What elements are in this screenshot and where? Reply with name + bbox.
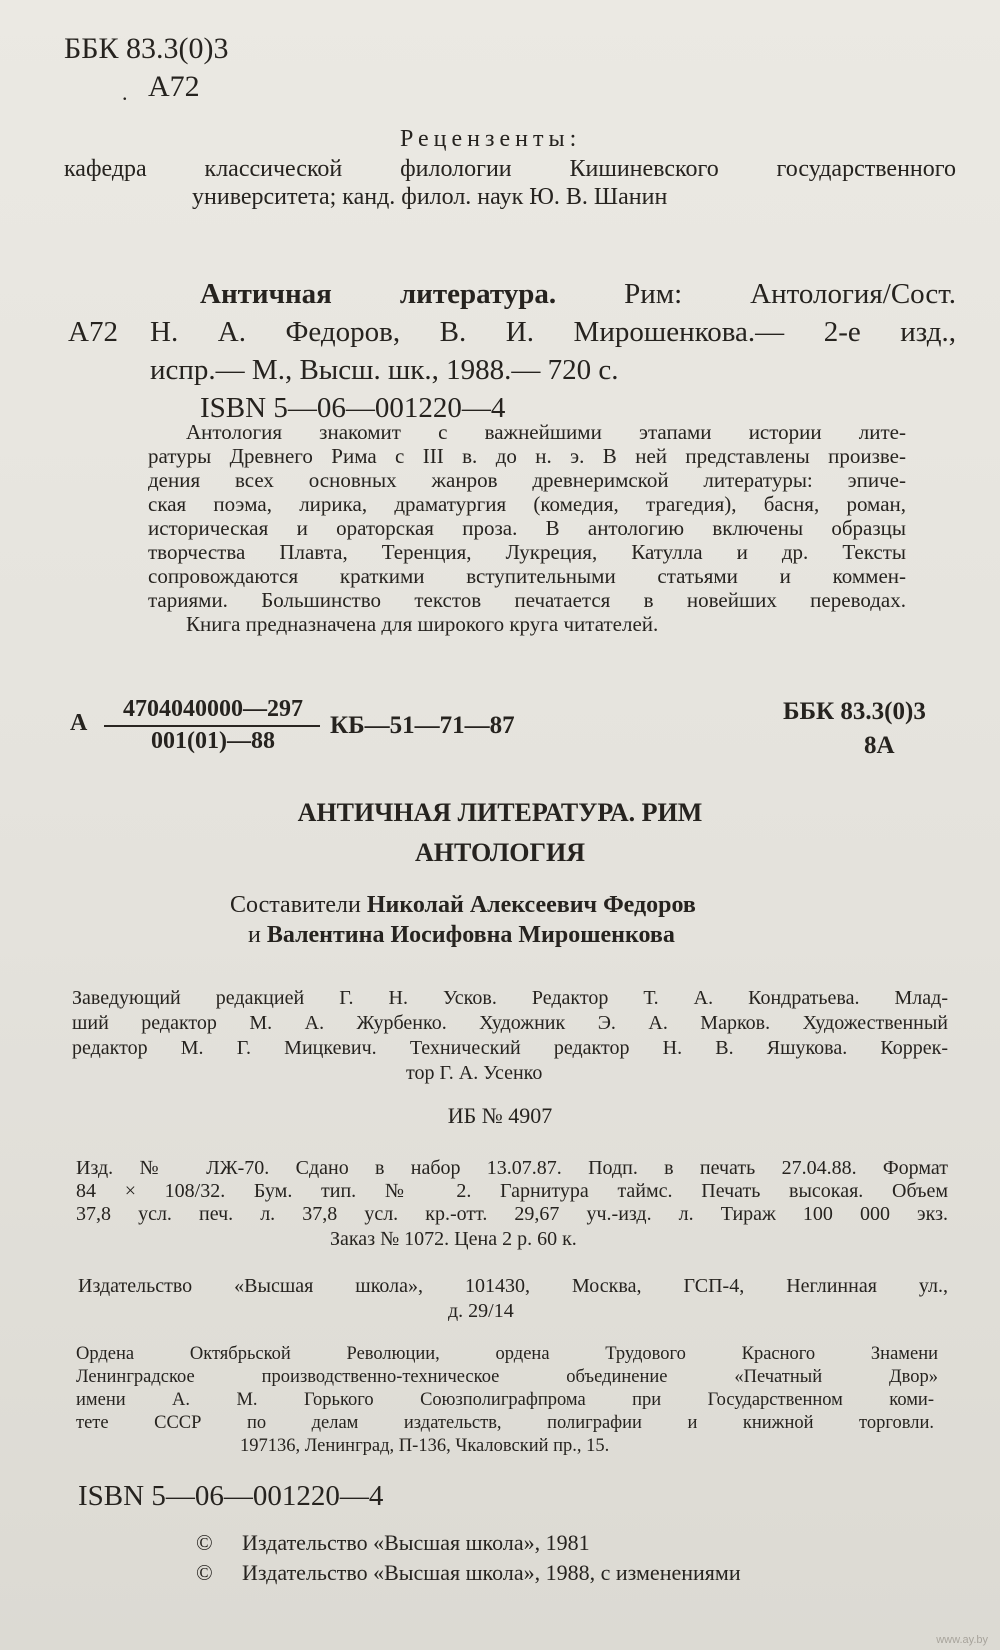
code-numerator: 4704040000—297 bbox=[123, 696, 303, 722]
annotation-line: Книга предназначена для широкого круга читателей. bbox=[186, 612, 659, 636]
annotation-line: историческая и ораторская проза. В антологию включены образцы bbox=[148, 516, 906, 540]
annotation-line: дения всех основных жанров древнеримской литературы: эпиче- bbox=[148, 468, 906, 492]
copyright-text: Издательство «Высшая школа», 1988, с изменениями bbox=[242, 1560, 741, 1585]
catalog-title-line bbox=[200, 278, 956, 311]
catalog-publication-line: испр.— М., Высш. шк., 1988.— 720 с. bbox=[150, 354, 619, 386]
ib-number: ИБ № 4907 bbox=[447, 1103, 553, 1128]
code-denominator: 001(01)—88 bbox=[151, 728, 275, 754]
printer-line: Ордена Октябрьской Революции, ордена Трудового Красного Знамени bbox=[76, 1344, 938, 1364]
annotation-line: ская поэма, лирика, драматургия (комедия, трагедия), басня, роман, bbox=[148, 492, 906, 516]
annotation-line: тариями. Большинство текстов печатается в новейших переводах. bbox=[148, 588, 906, 612]
printer-line: тете СССР по делам издательств, полиграфии и книжной торговли. bbox=[76, 1413, 934, 1433]
copyright-text: Издательство «Высшая школа», 1981 bbox=[242, 1530, 590, 1555]
catalog-code: А72 bbox=[68, 316, 118, 348]
author-mark: А72 bbox=[148, 70, 200, 103]
compilers-line bbox=[248, 922, 675, 949]
compilers-line bbox=[230, 892, 696, 919]
compilers-label: Составители bbox=[230, 892, 367, 918]
copyright-line bbox=[196, 1560, 741, 1586]
printer-line: имени А. М. Горького Союзполиграфпрома при Государственном коми- bbox=[76, 1390, 934, 1410]
reviewers-line: кафедра классической филологии Кишиневского государственного bbox=[64, 156, 956, 182]
fraction-rule bbox=[104, 725, 320, 727]
tech-line: Заказ № 1072. Цена 2 р. 60 к. bbox=[330, 1228, 577, 1250]
compiler-name: Николай Алексеевич Федоров bbox=[366, 892, 696, 918]
reviewers-heading: Рецензенты: bbox=[400, 126, 582, 152]
reviewers-line: университета; канд. филол. наук Ю. В. Шанин bbox=[192, 184, 668, 210]
printer-line: 197136, Ленинград, П-136, Чкаловский пр., 15. bbox=[240, 1436, 610, 1456]
publisher-line: д. 29/14 bbox=[448, 1300, 514, 1322]
isbn-bottom: ISBN 5—06—001220—4 bbox=[78, 1480, 384, 1512]
bbk-code: ББК 83.3(0)3 bbox=[783, 698, 926, 725]
staff-line: редактор М. Г. Мицкевич. Технический редактор Н. В. Яшукова. Коррек- bbox=[72, 1037, 948, 1059]
bbk-subcode: 8А bbox=[864, 732, 895, 759]
kb-code: КБ—51—71—87 bbox=[330, 712, 515, 739]
compilers-conjunction: и bbox=[248, 922, 267, 948]
code-letter: А bbox=[70, 710, 88, 736]
annotation-line: творчества Плавта, Теренция, Лукреция, Катулла и др. Тексты bbox=[148, 540, 906, 564]
staff-line: Заведующий редакцией Г. Н. Усков. Редактор Т. А. Кондратьева. Млад- bbox=[72, 987, 948, 1009]
staff-line: ший редактор М. А. Журбенко. Художник Э. А. Марков. Художественный bbox=[72, 1012, 948, 1034]
copyright-icon: © bbox=[196, 1560, 213, 1585]
tech-line: 84 × 108/32. Бум. тип. № 2. Гарнитура таймс. Печать высокая. Объем bbox=[76, 1180, 948, 1202]
site-watermark: www.ay.by bbox=[936, 1634, 988, 1646]
catalog-title-rest: Рим: Антология/Сост. bbox=[556, 278, 957, 310]
catalog-isbn: ISBN 5—06—001220—4 bbox=[200, 392, 506, 424]
printer-line: Ленинградское производственно-техническое объединение «Печатный Двор» bbox=[76, 1367, 938, 1387]
printed-dot-mark: . bbox=[122, 80, 128, 105]
tech-line: 37,8 усл. печ. л. 37,8 усл. кр.-отт. 29,67 уч.-изд. л. Тираж 100 000 экз. bbox=[76, 1203, 948, 1225]
annotation-line: ратуры Древнего Рима с III в. до н. э. В ней представлены произве- bbox=[148, 444, 906, 468]
annotation-line: Антология знакомит с важнейшими этапами истории лите- bbox=[186, 420, 906, 444]
tech-line: Изд. № ЛЖ-70. Сдано в набор 13.07.87. Подп. в печать 27.04.88. Формат bbox=[76, 1157, 948, 1179]
catalog-authors-line: Н. А. Федоров, В. И. Мирошенкова.— 2-е изд., bbox=[150, 316, 956, 348]
staff-line: тор Г. А. Усенко bbox=[406, 1062, 543, 1084]
copyright-icon: © bbox=[196, 1530, 213, 1555]
annotation-line: сопровождаются краткими вступительными статьями и коммен- bbox=[148, 564, 906, 588]
book-subtitle: АНТОЛОГИЯ bbox=[414, 838, 586, 867]
copyright-line bbox=[196, 1530, 590, 1556]
bbk-classification: ББК 83.3(0)3 bbox=[64, 32, 229, 65]
book-title: АНТИЧНАЯ ЛИТЕРАТУРА. РИМ bbox=[297, 798, 703, 827]
publisher-line: Издательство «Высшая школа», 101430, Москва, ГСП-4, Неглинная ул., bbox=[78, 1275, 948, 1297]
catalog-title-bold: Античная литература. bbox=[200, 278, 557, 310]
compiler-name: Валентина Иосифовна Мирошенкова bbox=[266, 922, 675, 948]
